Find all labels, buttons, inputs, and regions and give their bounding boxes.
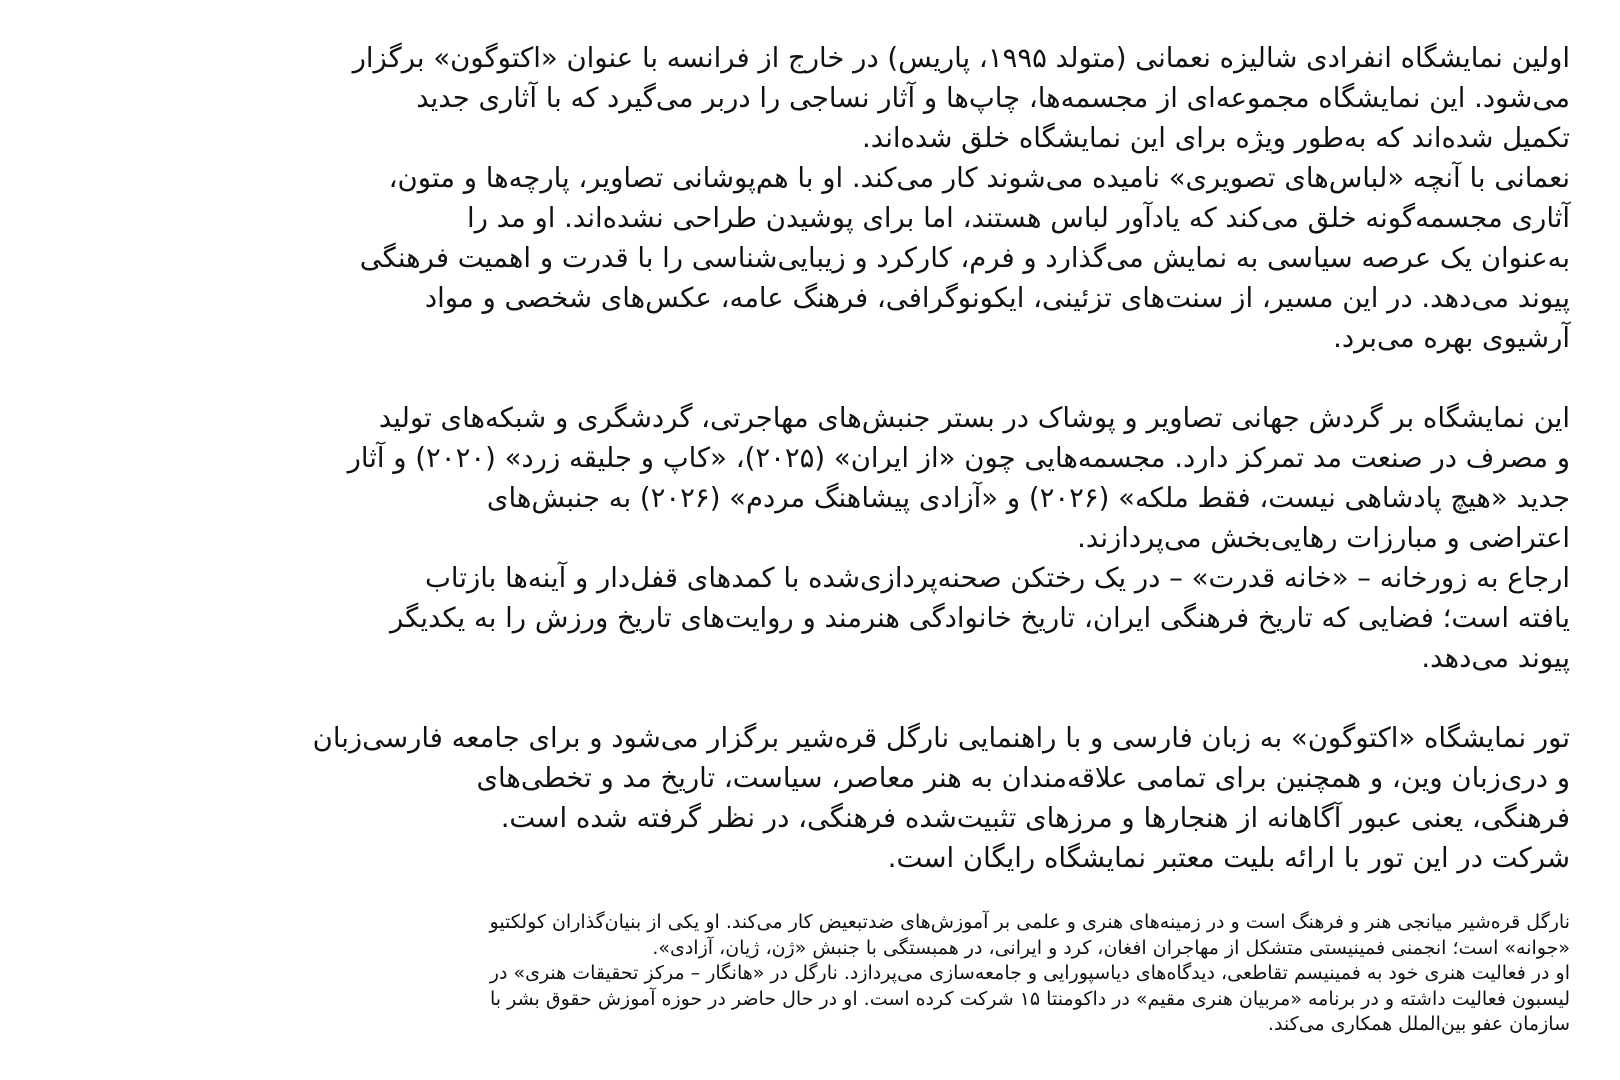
- note-line: سازمان عفو بین‌الملل همکاری می‌کند.: [1267, 1013, 1570, 1035]
- text-line: ارجاع به زورخانه – «خانه قدرت» – در یک رختکن صحنه‌پردازی‌شده با کمدهای قفل‌دار و آینه‌ها بازتاب: [425, 562, 1570, 594]
- text-line: تور نمایشگاه «اکتوگون» به زبان فارسی و با راهنمایی نارگل قره‌شیر برگزار می‌شود و برای جامعه فارسی‌زبان: [312, 722, 1570, 754]
- note-line: نارگل قره‌شیر میانجی هنر و فرهنگ است و در زمینه‌های هنری و علمی بر آموزش‌های ضدتبعیض کار می‌کند. او یکی از بنیان‌گذاران کولکتیو: [489, 911, 1570, 933]
- note-line: «جوانه» است؛ انجمنی فمینیستی متشکل از مهاجران افغان، کرد و ایرانی، در همبستگی با جنبش «ژن، ژیان، آزادی».: [652, 936, 1570, 959]
- note-line: او در فعالیت هنری خود به فمینیسم تقاطعی، دیدگاه‌های دیاسپورایی و جامعه‌سازی می‌پردازد. نارگل در «هانگار – مرکز تحقیقات هنری» در: [489, 962, 1570, 984]
- text-line: می‌شود. این نمایشگاه مجموعه‌ای از مجسمه‌ها، چاپ‌ها و آثار نساجی را دربر می‌گیرد که با آثاری جدید: [416, 82, 1570, 114]
- text-line: و مصرف در صنعت مد تمرکز دارد. مجسمه‌هایی چون «از ایران» (۲۰۲۵)، «کاپ و جلیقه زرد» (۲۰۲۰) و آثار: [347, 442, 1570, 474]
- text-line: جدید «هیچ پادشاهی نیست، فقط ملکه» (۲۰۲۶) و «آزادی پیشاهنگ مردم» (۲۰۲۶) به جنبش‌های: [486, 482, 1570, 514]
- text-line: شرکت در این تور با ارائه بلیت معتبر نمایشگاه رایگان است.: [887, 842, 1570, 874]
- text-line: به‌عنوان یک عرصه سیاسی به نمایش می‌گذارد و فرم، کارکرد و زیبایی‌شناسی را با قدرت و اهمیت فرهنگی: [359, 242, 1570, 274]
- text-line: پیوند می‌دهد.: [1421, 642, 1570, 674]
- main-text: [290, 38, 1570, 878]
- text-line: تکمیل شده‌اند که به‌طور ویژه برای این نمایشگاه خلق شده‌اند.: [862, 122, 1570, 154]
- text-line: فرهنگی، یعنی عبور آگاهانه از هنجارها و مرزهای تثبیت‌شده فرهنگی، در نظر گرفته شده است.: [500, 802, 1570, 834]
- text-line: این نمایشگاه بر گردش جهانی تصاویر و پوشاک در بستر جنبش‌های مهاجرتی، گردشگری و شبکه‌های تولید: [378, 402, 1570, 434]
- paragraph-tour: [290, 718, 1570, 878]
- paragraph-introduction: [290, 38, 1570, 358]
- text-line: آثاری مجسمه‌گونه خلق می‌کند که یادآور لباس هستند، اما برای پوشیدن طراحی نشده‌اند. او مد را: [466, 202, 1570, 234]
- text-line: نعمانی با آنچه «لباس‌های تصویری» نامیده می‌شوند کار می‌کند. او با هم‌پوشانی تصاویر، پارچه‌ها و متون،: [388, 162, 1570, 194]
- paragraph-gap: [290, 358, 1570, 398]
- paragraph-gap: [290, 678, 1570, 718]
- text-line: اعتراضی و مبارزات رهایی‌بخش می‌پردازند.: [1077, 522, 1570, 554]
- guide-bio-note: [290, 910, 1570, 1038]
- text-line: آرشیوی بهره می‌برد.: [1333, 322, 1570, 354]
- note-line: لیسبون فعالیت داشته و در برنامه «مربیان هنری مقیم» در داکومنتا ۱۵ شرکت کرده است. او در حال حاضر در حوزه آموزش حقوق بشر با: [490, 987, 1570, 1010]
- text-line: پیوند می‌دهد. در این مسیر، از سنت‌های تزئینی، ایکونوگرافی، فرهنگ عامه، عکس‌های شخصی و مواد: [424, 282, 1570, 314]
- paragraph-exhibition-focus: [290, 398, 1570, 678]
- text-line: یافته است؛ فضایی که تاریخ فرهنگی ایران، تاریخ خانوادگی هنرمند و روایت‌های تاریخ ورزش را به یکدیگر: [390, 602, 1570, 634]
- text-line: و دری‌زبان وین، و همچنین برای تمامی علاقه‌مندان به هنر معاصر، سیاست، تاریخ مد و تخطی‌های: [476, 762, 1570, 794]
- text-line: اولین نمایشگاه انفرادی شالیزه نعمانی (متولد ۱۹۹۵، پاریس) در خارج از فرانسه با عنوان «اکتوگون» برگزار: [352, 42, 1570, 74]
